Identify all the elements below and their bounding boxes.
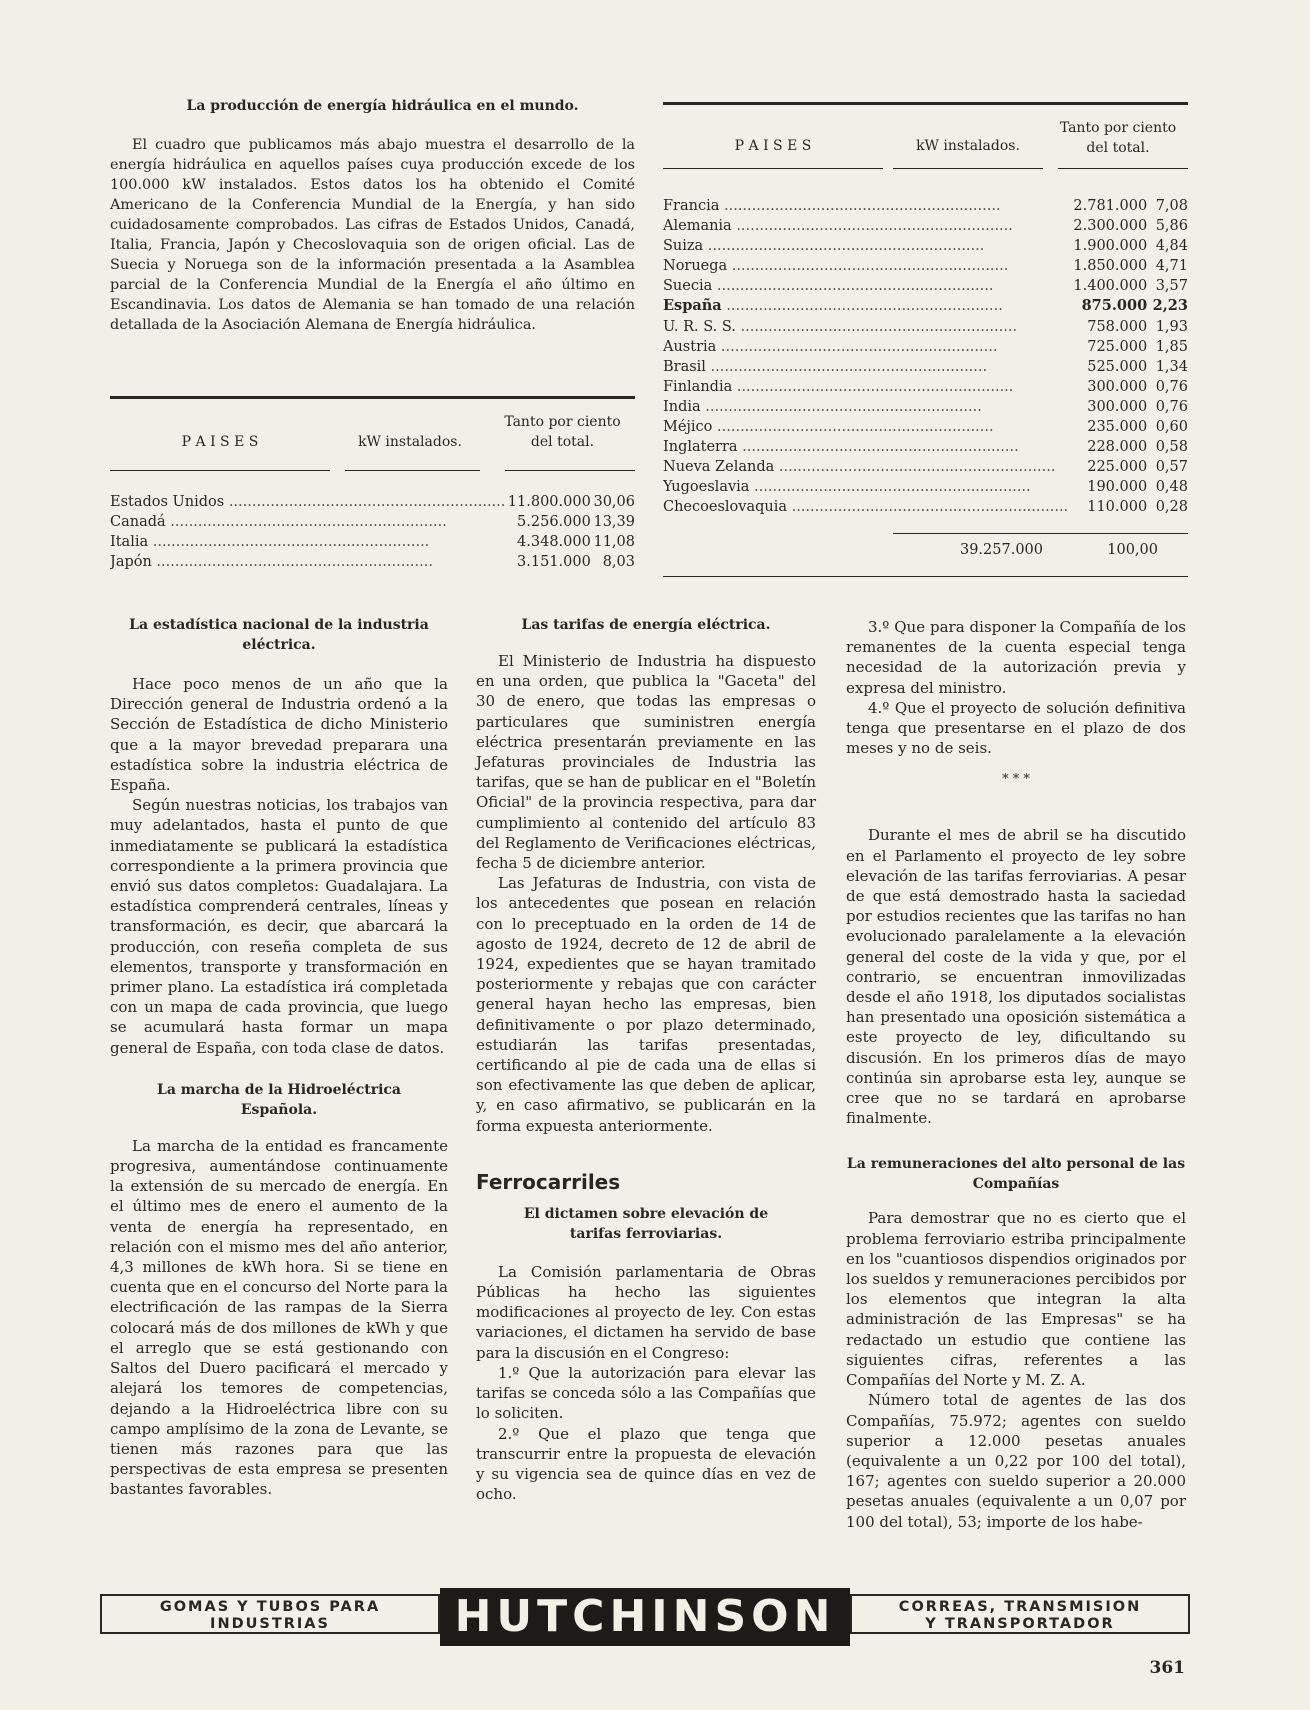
country-name: Austria ............................................................: [663, 338, 998, 355]
kw-installed: 2.781.000: [1073, 198, 1148, 214]
table-row: [663, 256, 1188, 276]
dictamen-paragraph-5: 4.º Que el proyecto de solución definitiva tenga que presentarse en el plazo de dos meses y no de seis.: [846, 698, 1186, 758]
estadistica-paragraph-1: Hace poco menos de un año que la Dirección general de Industria ordenó a la Sección de Estadística de dicho Ministerio que a la mayor brevedad preparara una estadística sobre la industria eléctrica de España.: [110, 675, 448, 795]
country-name: India ............................................................: [663, 398, 982, 415]
country-name: Alemania ............................................................: [663, 218, 1013, 235]
table-left-header-rule-3: [505, 470, 635, 471]
country-name: Inglaterra ............................................................: [663, 439, 1019, 456]
table-row: [663, 397, 1188, 417]
country-name: Nueva Zelanda ............................................................: [663, 459, 1056, 476]
tarifas-paragraph-2: Las Jefaturas de Industria, con vista de los antecedentes que posean en relación con lo preceptuado en la orden de 14 de agosto de 1924, decreto de 12 de abril de 1924, expedientes que se hayan tramitado posteriormente y rebajas que con carácter general hayan hecho las empresas, bien definitivamente o por plazo determinado, estudiarán las tarifas presentadas, certificando al pie de cada una de ellas si son efectivamente las que deben de aplicar, y, en caso afirmativo, se publicarán en la forma expuesta anteriormente.: [476, 874, 816, 1135]
table-left-header-rule-2: [345, 470, 480, 471]
dictamen-title: El dictamen sobre elevación de tarifas ferroviarias.: [523, 1205, 769, 1242]
abril-paragraph: Durante el mes de abril se ha discutido en el Parlamento el proyecto de ley sobre elevación de las tarifas ferroviarias. A pesar de que está demostrado hasta la saciedad por estudios recientes que las tarifas no han evolucionado paralelamente a la elevación general del coste de la vida y que, por el contrario, se encuentran inmovilizadas desde el año 1918, los diputados socialistas han presentado una oposición sistemática a este proyecto de ley, dificultando su discusión. En los primeros días de mayo continúa sin aprobarse esta ley, aunque se cree que no se tardará en aprobarse finalmente.: [846, 826, 1186, 1128]
ad-left-panel: GOMAS Y TUBOS PARA INDUSTRIAS: [100, 1594, 440, 1634]
table-row: [110, 552, 635, 572]
kw-installed: 300.000: [1087, 378, 1148, 395]
ad-right-panel: CORREAS, TRANSMISION Y TRANSPORTADOR: [850, 1594, 1190, 1634]
kw-installed: 5.256.000: [517, 514, 591, 531]
table-row: [663, 276, 1188, 296]
country-name: Brasil ............................................................: [663, 358, 988, 375]
table-left-header-kw: kW instalados.: [358, 434, 462, 450]
percent-of-total: 0,48: [1155, 479, 1188, 496]
country-name: Japón ............................................................: [110, 554, 433, 571]
table-right-header-pct: Tanto por ciento del total.: [1059, 120, 1177, 156]
table-row: [110, 532, 635, 552]
percent-of-total: 3,57: [1155, 278, 1188, 295]
percent-of-total: 4,84: [1155, 238, 1188, 255]
kw-installed: 2.300.000: [1073, 218, 1148, 235]
country-name: España ............................................................: [663, 297, 1003, 315]
column-1: [110, 615, 448, 1500]
table-row: [663, 337, 1188, 357]
percent-of-total: 0,28: [1155, 499, 1188, 516]
tarifas-paragraph-1: El Ministerio de Industria ha dispuesto en una orden, que publica la "Gaceta" del 30 de enero, que todas las empresas o particulares que suministren energía eléctrica presentarán previamente en las Jefaturas provinciales de Industria las tarifas, que se han de publicar en el "Boletín Oficial" de la provincia respectiva, para dar cumplimiento al contenido del artículo 83 del Reglamento de Verificaciones eléctricas, fecha 5 de diciembre anterior.: [476, 652, 816, 873]
kw-installed: 1.850.000: [1073, 258, 1148, 275]
kw-installed: 225.000: [1087, 459, 1148, 476]
estadistica-paragraph-2: Según nuestras noticias, los trabajos van muy adelantados, hasta el punto de que inmediatamente se publicará la estadística correspondiente a la primera provincia que envió sus datos completos: Guadalajara. La estadística comprenderá centrales, líneas y transformación, es decir, que abarcará la producción, con reseña completa de sus elementos, transporte y transformación en primer plano. La estadística irá completada con un mapa de cada provincia, que luego se acumulará hasta formar un mapa general de España, con toda clase de datos.: [110, 796, 448, 1057]
tarifas-title: Las tarifas de energía eléctrica.: [521, 617, 771, 633]
remuneraciones-paragraph-2: Número total de agentes de las dos Compañías, 75.972; agentes con sueldo superior a 12.000 pesetas anuales (equivalente a un 0,22 por 100 del total), 167; agentes con sueldo superior a 20.000 pesetas anuales (equivalente a un 0,07 por 100 del total), 53; importe de los habe-: [846, 1391, 1186, 1531]
country-name: Méjico ............................................................: [663, 419, 994, 436]
country-name: Francia ............................................................: [663, 198, 1001, 214]
kw-installed: 110.000: [1087, 499, 1148, 516]
table-right-total-kw: 39.257.000: [959, 542, 1043, 558]
kw-installed: 3.151.000: [517, 554, 591, 571]
table-left-header-rule-1: [110, 470, 330, 471]
remuneraciones-paragraph-1: Para demostrar que no es cierto que el problema ferroviario estriba principalmente en los "cuantiosos dispendios originados por los sueldos y remuneraciones percibidos por los elementos que integran la alta administración de las Empresas" se ha redactado un estudio que contiene las siguientes cifras, referentes a las Compañías del Norte y M. Z. A.: [846, 1209, 1186, 1390]
kw-installed: 190.000: [1087, 479, 1148, 496]
percent-of-total: 0,57: [1155, 459, 1188, 476]
percent-of-total: 2,23: [1152, 297, 1188, 315]
country-name: Italia ............................................................: [110, 534, 430, 551]
percent-of-total: 8,03: [602, 554, 635, 571]
table-row: [663, 216, 1188, 236]
table-right-total-pct: 100,00: [1107, 542, 1158, 558]
table-left-top-rule: [110, 396, 635, 399]
table-right-header-country: P A I S E S: [734, 138, 812, 154]
country-name: Suiza ............................................................: [663, 238, 985, 255]
hidroelectrica-paragraph-1: La marcha de la entidad es francamente progresiva, aumentándose continuamente la extensión de su mercado de energía. En el último mes de enero el aumento de la venta de energía ha representado, en relación con el mismo mes del año anterior, 4,3 millones de kWh hora. Si se tiene en cuenta que en el concurso del Norte para la electrificación de las rampas de la Sierra colocará más de dos millones de kWh y que el arreglo que se está gestionando con Saltos del Duero pacificará el mercado y alejará los temores de competencias, dejando a la Hidroeléctrica libre con su campo amplísimo de la zona de Levante, se tienen más razones para que las perspectivas de esta empresa se presenten bastantes favorables.: [110, 1136, 448, 1499]
table-row: [663, 497, 1188, 517]
table-row: [663, 417, 1188, 437]
table-row: [663, 296, 1188, 316]
table-left-header-country: P A I S E S: [181, 434, 259, 450]
percent-of-total: 0,58: [1155, 439, 1188, 456]
table-row: [663, 317, 1188, 337]
percent-of-total: 7,08: [1155, 198, 1188, 214]
dictamen-paragraph-2: 1.º Que la autorización para elevar las tarifas se conceda sólo a las Compañías que lo soliciten.: [476, 1363, 816, 1423]
table-right-header-kw: kW instalados.: [916, 138, 1020, 154]
hidroelectrica-title: La marcha de la Hidroeléctrica Española.: [157, 1081, 401, 1118]
kw-installed: 235.000: [1087, 419, 1148, 436]
ferrocarriles-section-title: Ferrocarriles: [476, 1169, 621, 1194]
table-row: [663, 196, 1188, 216]
percent-of-total: 13,39: [593, 514, 635, 531]
kw-installed: 4.348.000: [517, 534, 591, 551]
dictamen-paragraph-3: 2.º Que el plazo que tenga que transcurrir entre la propuesta de elevación y su vigencia sea de quince días en vez de ocho.: [476, 1424, 816, 1504]
kw-installed: 300.000: [1087, 398, 1148, 415]
country-name: Noruega ............................................................: [663, 258, 1009, 275]
table-left-body: [110, 492, 635, 572]
percent-of-total: 30,06: [593, 494, 635, 510]
country-name: Estados Unidos ............................................................: [110, 494, 506, 510]
column-2: [476, 615, 816, 1504]
table-right-bottom-rule: [663, 576, 1188, 577]
hydro-world-title: La producción de energía hidráulica en el mundo.: [186, 98, 579, 114]
section-separator-stars: * * *: [1002, 772, 1030, 788]
kw-installed: 1.900.000: [1073, 238, 1148, 255]
table-right-header-rule-2: [893, 168, 1043, 169]
ad-brand-hutchinson: HUTCHINSON: [440, 1588, 850, 1646]
table-left-header-pct: Tanto por ciento del total.: [504, 414, 621, 450]
table-row: [663, 357, 1188, 377]
kw-installed: 1.400.000: [1073, 278, 1148, 295]
dictamen-paragraph-1: La Comisión parlamentaria de Obras Públicas ha hecho las siguientes modificaciones al proyecto de ley. Con estas variaciones, el dictamen ha servido de base para la discusión en el Congreso:: [476, 1262, 816, 1362]
country-name: Finlandia ............................................................: [663, 378, 1014, 395]
dictamen-paragraph-4: 3.º Que para disponer la Compañía de los remanentes de la cuenta especial tenga necesidad de la autorización previa y expresa del ministro.: [846, 618, 1186, 697]
table-row: [663, 377, 1188, 397]
kw-installed: 758.000: [1087, 318, 1148, 335]
percent-of-total: 1,93: [1155, 318, 1188, 335]
table-right-top-rule: [663, 102, 1188, 105]
hydro-world-body: El cuadro que publicamos más abajo muestra el desarrollo de la energía hidráulica en aquellos países cuya producción excede de los 100.000 kW instalados. Estos datos los ha obtenido el Comité Americano de la Conferencia Mundial de la Energía, y han sido cuidadosamente comprobados. Las cifras de Estados Unidos, Canadá, Italia, Francia, Japón y Checoslovaquia son de origen oficial. Las de Suecia y Noruega son de la información presentada a la Asamblea parcial de la Conferencia Mundial de la Energía el año último en Escandinavia. Los datos de Alemania se han tomado de una relación detallada de la Asociación Alemana de Energía hidráulica.: [110, 137, 635, 333]
percent-of-total: 11,08: [593, 534, 635, 551]
kw-installed: 725.000: [1087, 338, 1148, 355]
table-row: [663, 236, 1188, 256]
percent-of-total: 5,86: [1155, 218, 1188, 235]
country-name: Checoeslovaquia ............................................................: [663, 499, 1069, 516]
country-name: Canadá ............................................................: [110, 514, 447, 531]
country-name: U. R. S. S. ............................................................: [663, 318, 1018, 335]
table-row: [663, 457, 1188, 477]
country-name: Suecia ............................................................: [663, 278, 994, 295]
table-row: [663, 477, 1188, 497]
table-right-total-rule: [893, 533, 1188, 534]
column-3: [846, 617, 1186, 1532]
page-number: 361: [1149, 1658, 1185, 1678]
table-right-body: [663, 196, 1188, 518]
kw-installed: 228.000: [1087, 439, 1148, 456]
percent-of-total: 0,76: [1155, 378, 1188, 395]
kw-installed: 11.800.000: [507, 494, 591, 510]
percent-of-total: 0,60: [1155, 419, 1188, 436]
percent-of-total: 4,71: [1155, 258, 1188, 275]
percent-of-total: 1,34: [1155, 358, 1188, 375]
hutchinson-advertisement: [100, 1591, 1190, 1642]
country-name: Yugoeslavia ............................................................: [663, 479, 1031, 496]
percent-of-total: 1,85: [1155, 338, 1188, 355]
table-row: [110, 512, 635, 532]
kw-installed: 875.000: [1081, 297, 1148, 315]
table-right-header-rule-3: [1058, 168, 1188, 169]
percent-of-total: 0,76: [1155, 398, 1188, 415]
estadistica-title: La estadística nacional de la industria eléctrica.: [129, 617, 429, 653]
remuneraciones-title: La remuneraciones del alto personal de las Compañías: [846, 1156, 1186, 1193]
table-right-header-rule-1: [663, 168, 883, 169]
table-row: [663, 437, 1188, 457]
table-row: [110, 492, 635, 512]
kw-installed: 525.000: [1087, 358, 1148, 375]
